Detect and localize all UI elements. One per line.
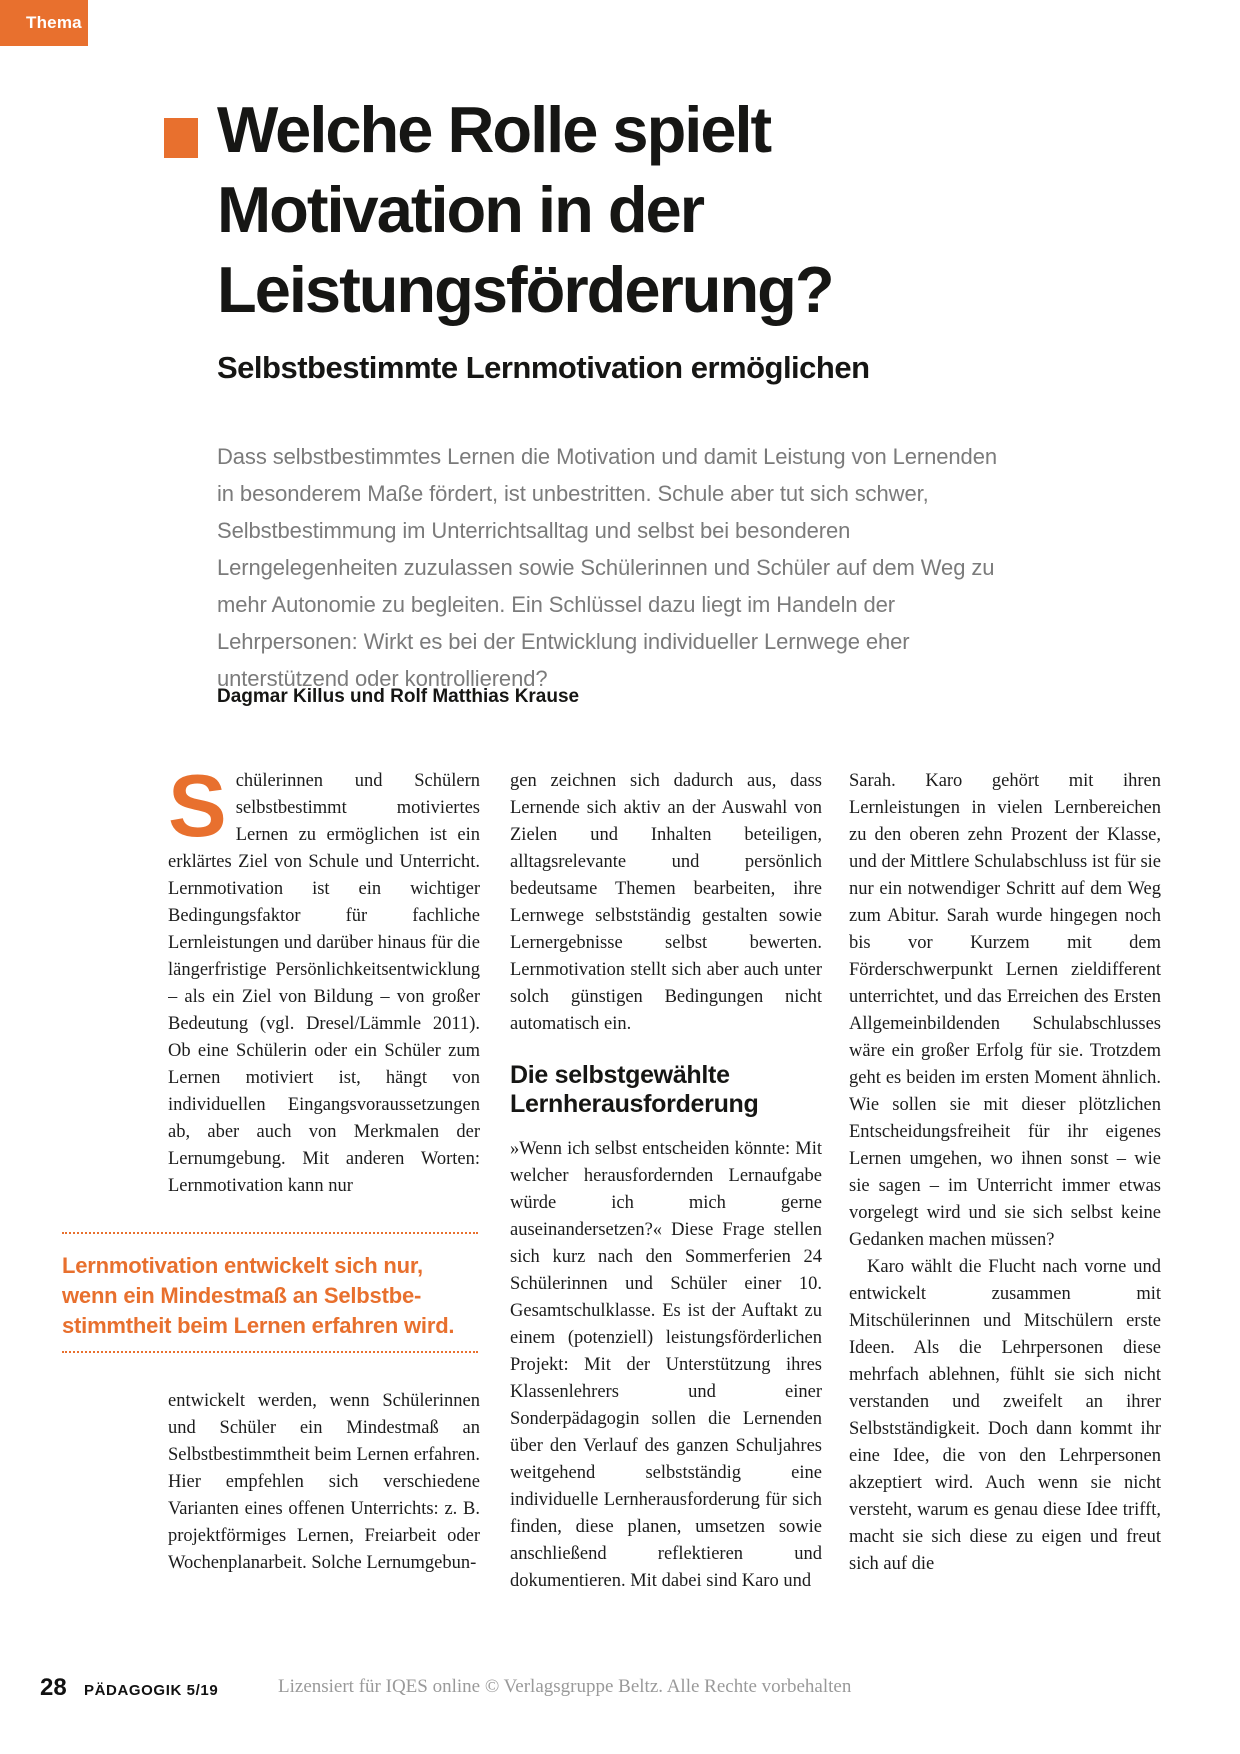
body-paragraph: entwickelt werden, wenn Schülerinnen und Schüler ein Mindestmaß an Selbstbestimmtheit beim Lernen erfahren. Hier empfehlen sich verschiedene Varianten eines offenen Unterrichts: z. B. projektförmiges Lernen, Freiarbeit oder Wochenplanarbeit. Solche Lernumgebun-	[168, 1391, 480, 1573]
body-paragraph: gen zeichnen sich dadurch aus, dass Lernende sich aktiv an der Auswahl von Zielen und Inhalten beteiligen, alltagsrelevante und persönlich bedeutsame Themen bearbeiten, ihre Lernwege selbstständig gestalten sowie Lernergebnisse selbst bewerten. Lernmotivation stellt sich aber auch unter solch günstigen Bedingungen nicht automatisch ein.	[510, 771, 822, 1034]
footer-journal-issue: PÄDAGOGIK 5/19	[84, 1682, 219, 1699]
footer-page-number: 28	[40, 1674, 67, 1701]
article-title-line-1: Welche Rolle spielt	[217, 93, 771, 166]
article-title	[217, 90, 1057, 330]
pull-quote	[62, 1232, 478, 1353]
thema-tab	[0, 0, 88, 46]
body-paragraph	[168, 768, 480, 1200]
article-title-line-3: Leistungsförderung?	[217, 253, 833, 326]
title-bullet-square-icon	[164, 118, 198, 158]
body-paragraph-text: chülerinnen und Schülern selbstbestimmt motiviertes Lernen zu ermöglichen ist ein erklärtes Ziel von Schule und Unterricht. Lernmotivation ist ein wichtiger Bedingungsfaktor für fachliche Lernleistungen und darüber hinaus für die längerfristige Persönlichkeitsentwicklung – als ein Ziel von Bildung – von großer Bedeutung (vgl. Dresel/Lämmle 2011). Ob eine Schülerin oder ein Schüler zum Lernen motiviert ist, hängt von individuellen Eingangsvoraussetzungen ab, aber auch von Merkmalen der Lernumgebung. Mit anderen Worten: Lernmotivation kann nur	[168, 771, 480, 1196]
drop-cap: S	[168, 768, 227, 855]
body-paragraph: »Wenn ich selbst entscheiden könnte: Mit welcher herausfordernden Lernaufgabe würde ich mich gerne auseinandersetzen?« Diese Frage stellen sich kurz nach den Sommerferien 24 Schülerinnen und Schüler einer 10. Gesamtschulklasse. Es ist der Auftakt zu einem (potenziell) leistungsförderlichen Projekt: Mit der Unterstützung ihres Klassenlehrers und einer Sonderpädagogin sollen die Lernenden über den Verlauf des ganzen Schuljahres weitgehend selbstständig eine individuelle Lernherausforderung für sich finden, diese planen, umsetzen sowie anschließend reflektieren und dokumentieren. Mit dabei sind Karo und	[510, 1139, 822, 1591]
lead-paragraph: Dass selbstbestimmtes Lernen die Motivation und damit Leistung von Lernenden in besonderem Maße fördert, ist unbestritten. Schule aber tut sich schwer, Selbstbestimmung im Unterrichtsalltag und selbst bei besonderen Lerngelegenheiten zuzulassen sowie Schülerinnen und Schüler auf dem Weg zu mehr Autonomie zu begleiten. Ein Schlüssel dazu liegt im Handeln der Lehrpersonen: Wirkt es bei der Entwicklung individueller Lernwege eher unterstützend oder kontrollierend?	[217, 444, 997, 691]
body-paragraph: Karo wählt die Flucht nach vorne und entwickelt zusammen mit Mitschülerinnen und Mitschülern erste Ideen. Als die Lehrpersonen diese mehrfach ablehnen, fühlt sie sich nicht verstanden und zweifelt an ihrer Selbstständigkeit. Doch dann kommt ihr eine Idee, die von den Lehrpersonen akzeptiert wird. Auch wenn sie nicht versteht, warum es genau diese Idee trifft, macht sie sich diese zu eigen und freut sich auf die	[849, 1257, 1161, 1574]
article-subtitle: Selbstbestimmte Lernmotivation ermöglichen	[217, 350, 870, 385]
body-column-3	[849, 768, 1161, 1613]
body-column-1-upper	[168, 768, 480, 1230]
pull-quote-line-2: wenn ein Mindestmaß an Selbstbe-	[62, 1283, 422, 1308]
body-column-2	[510, 768, 822, 1613]
section-heading: Die selbstgewählte Lernherausforderung	[510, 1061, 759, 1118]
article-title-line-2: Motivation in der	[217, 173, 703, 246]
author-line: Dagmar Killus und Rolf Matthias Krause	[217, 686, 580, 707]
pull-quote-line-3: stimmtheit beim Lernen erfahren wird.	[62, 1313, 455, 1338]
pull-quote-line-1: Lernmotivation entwickelt sich nur,	[62, 1253, 423, 1278]
footer-license-text: Lizensiert für IQES online © Verlagsgruppe Beltz. Alle Rechte vorbehalten	[278, 1676, 852, 1697]
body-paragraph: Sarah. Karo gehört mit ihren Lernleistungen in vielen Lernbereichen zu den oberen zehn Prozent der Klasse, und der Mittlere Schulabschluss ist für sie nur ein notwendiger Schritt auf dem Weg zum Abitur. Sarah wurde hingegen noch bis vor Kurzem mit dem Förderschwerpunkt Lernen zieldifferent unterrichtet, und das Erreichen des Ersten Allgemeinbildenden Schulabschlusses wäre ein großer Erfolg für sie. Trotzdem geht es beiden im ersten Moment ähnlich. Wie sollen sie mit dieser plötzlichen Entscheidungsfreiheit für ihr eigenes Lernen umgehen, wo ihnen sonst – wie sie sagen – im Unterricht immer etwas vorgelegt wird und sie sich selbst keine Gedanken machen müssen?	[849, 771, 1161, 1250]
body-column-1-lower	[168, 1388, 480, 1610]
thema-tab-label: Thema	[26, 13, 82, 32]
